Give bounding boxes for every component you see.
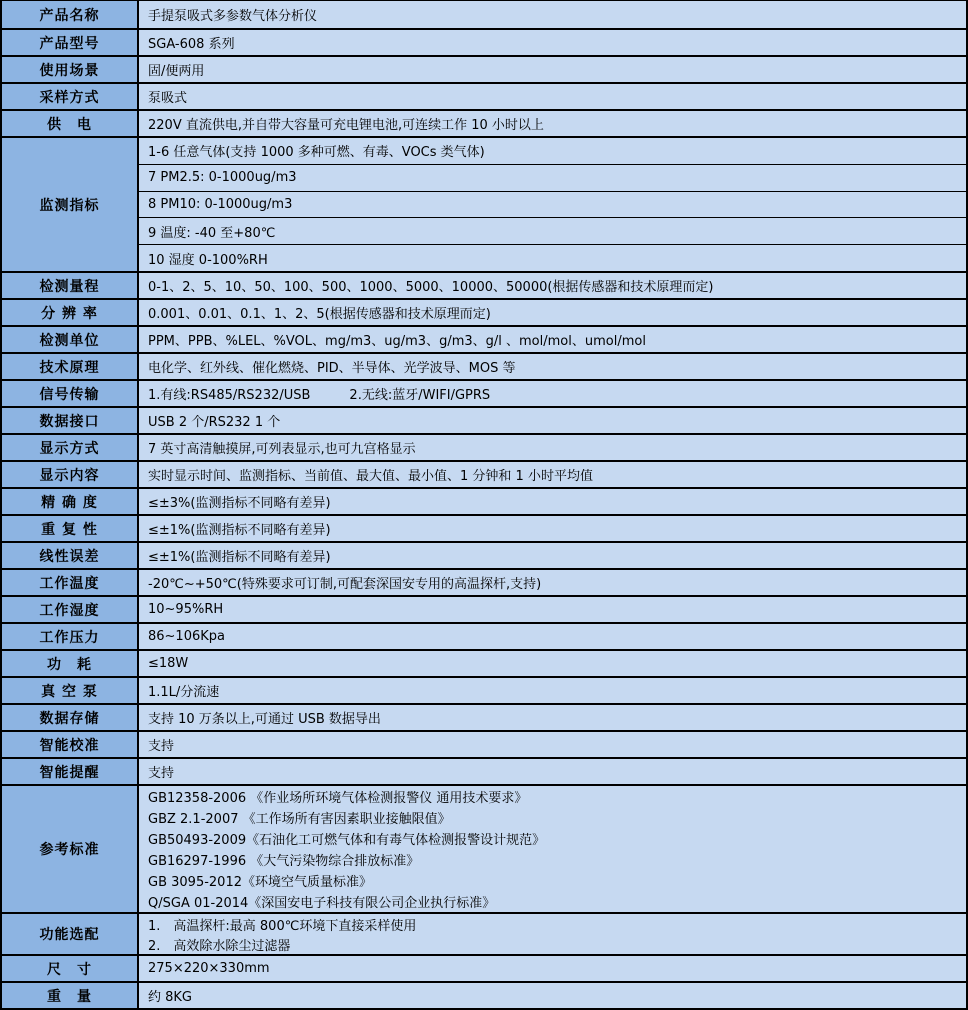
row-value: 泵吸式 <box>139 84 966 109</box>
row-value: -20℃~+50℃(特殊要求可订制,可配套深国安专用的高温探杆,支持) <box>139 570 966 595</box>
row-label: 真 空 泵 <box>2 678 139 703</box>
row-power-supply <box>2 109 966 136</box>
optional-feature-item: 1. 高温探杆:最高 800℃环境下直接采样使用 <box>148 918 417 934</box>
row-value: ≤±3%(监测指标不同略有差异) <box>139 489 966 514</box>
row-resolution <box>2 298 966 325</box>
row-product-model <box>2 28 966 55</box>
row-label: 技术原理 <box>2 354 139 379</box>
row-value: 支持 10 万条以上,可通过 USB 数据导出 <box>139 705 966 730</box>
row-value: 电化学、红外线、催化燃烧、PID、半导体、光学波导、MOS 等 <box>139 354 966 379</box>
monitor-indicator-item: 10 湿度 0-100%RH <box>139 244 966 271</box>
row-value: 固/便两用 <box>139 57 966 82</box>
row-label: 产品名称 <box>2 1 139 28</box>
row-label: 检测单位 <box>2 327 139 352</box>
row-value: 86~106Kpa <box>139 624 966 649</box>
row-label: 功能选配 <box>2 914 139 954</box>
row-label: 信号传输 <box>2 381 139 406</box>
reference-standard-item: GB 3095-2012《环境空气质量标准》 <box>148 875 372 890</box>
row-label: 工作温度 <box>2 570 139 595</box>
row-value: 275×220×330mm <box>139 956 966 981</box>
row-reference-standards <box>2 784 966 912</box>
row-display-mode <box>2 433 966 460</box>
row-label: 功 耗 <box>2 651 139 676</box>
row-smart-reminder <box>2 757 966 784</box>
row-sampling-method <box>2 82 966 109</box>
monitor-indicator-list <box>139 138 966 271</box>
reference-standard-item: GBZ 2.1-2007 《工作场所有害因素职业接触限值》 <box>148 812 451 827</box>
row-working-pressure <box>2 622 966 649</box>
monitor-indicator-item: 7 PM2.5: 0-1000ug/m3 <box>139 164 966 191</box>
row-value: 支持 <box>139 732 966 757</box>
row-value: 1.有线:RS485/RS232/USB 2.无线:蓝牙/WIFI/GPRS <box>139 381 966 406</box>
row-value: 1.1L/分流速 <box>139 678 966 703</box>
row-working-temperature <box>2 568 966 595</box>
row-technical-principle <box>2 352 966 379</box>
row-value: 手提泵吸式多参数气体分析仪 <box>139 1 966 28</box>
row-linearity-error <box>2 541 966 568</box>
row-label: 分 辨 率 <box>2 300 139 325</box>
row-value: ≤±1%(监测指标不同略有差异) <box>139 543 966 568</box>
row-value: 220V 直流供电,并自带大容量可充电锂电池,可连续工作 10 小时以上 <box>139 111 966 136</box>
row-value: SGA-608 系列 <box>139 30 966 55</box>
row-signal-transmission <box>2 379 966 406</box>
row-data-interface <box>2 406 966 433</box>
optional-feature-item: 2. 高效除水除尘过滤器 <box>148 938 291 954</box>
monitor-indicator-item: 1-6 任意气体(支持 1000 多种可燃、有毒、VOCs 类气体) <box>139 138 966 164</box>
row-value: 实时显示时间、监测指标、当前值、最大值、最小值、1 分钟和 1 小时平均值 <box>139 462 966 487</box>
row-monitor-indicators <box>2 136 966 271</box>
row-label: 参考标准 <box>2 786 139 912</box>
optional-feature-list <box>139 914 966 954</box>
reference-standard-item: GB50493-2009《石油化工可燃气体和有毒气体检测报警设计规范》 <box>148 833 546 848</box>
row-value: ≤±1%(监测指标不同略有差异) <box>139 516 966 541</box>
row-label: 采样方式 <box>2 84 139 109</box>
row-label: 数据接口 <box>2 408 139 433</box>
row-label: 产品型号 <box>2 30 139 55</box>
row-value: 支持 <box>139 759 966 784</box>
reference-standard-item: GB12358-2006 《作业场所环境气体检测报警仪 通用技术要求》 <box>148 791 528 806</box>
reference-standard-item: GB16297-1996 《大气污染物综合排放标准》 <box>148 854 420 869</box>
reference-standard-list <box>139 786 966 912</box>
row-power-consumption <box>2 649 966 676</box>
row-label: 显示内容 <box>2 462 139 487</box>
row-label: 智能校准 <box>2 732 139 757</box>
row-value: 0.001、0.01、0.1、1、2、5(根据传感器和技术原理而定) <box>139 300 966 325</box>
row-optional-features <box>2 912 966 954</box>
row-label: 使用场景 <box>2 57 139 82</box>
row-label: 重 量 <box>2 983 139 1008</box>
row-repeatability <box>2 514 966 541</box>
row-label: 尺 寸 <box>2 956 139 981</box>
monitor-indicator-item: 9 温度: -40 至+80℃ <box>139 217 966 244</box>
row-accuracy <box>2 487 966 514</box>
row-detection-unit <box>2 325 966 352</box>
row-product-name <box>2 1 966 28</box>
row-value: PPM、PPB、%LEL、%VOL、mg/m3、ug/m3、g/m3、g/l 、mol/mol、umol/mol <box>139 327 966 352</box>
row-label: 重 复 性 <box>2 516 139 541</box>
row-vacuum-pump <box>2 676 966 703</box>
row-label: 精 确 度 <box>2 489 139 514</box>
row-label: 数据存储 <box>2 705 139 730</box>
row-label: 检测量程 <box>2 273 139 298</box>
reference-standard-item: Q/SGA 01-2014《深国安电子科技有限公司企业执行标准》 <box>148 896 496 911</box>
row-value: USB 2 个/RS232 1 个 <box>139 408 966 433</box>
row-label: 线性误差 <box>2 543 139 568</box>
row-label: 工作压力 <box>2 624 139 649</box>
row-label: 智能提醒 <box>2 759 139 784</box>
row-detection-range <box>2 271 966 298</box>
row-value: 0-1、2、5、10、50、100、500、1000、5000、10000、50000(根据传感器和技术原理而定) <box>139 273 966 298</box>
row-smart-calibration <box>2 730 966 757</box>
row-usage-scene <box>2 55 966 82</box>
row-label: 工作湿度 <box>2 597 139 622</box>
row-dimensions <box>2 954 966 981</box>
monitor-indicator-item: 8 PM10: 0-1000ug/m3 <box>139 191 966 218</box>
row-value: 10~95%RH <box>139 597 966 622</box>
row-working-humidity <box>2 595 966 622</box>
row-value: 7 英寸高清触摸屏,可列表显示,也可九宫格显示 <box>139 435 966 460</box>
row-value: ≤18W <box>139 651 966 676</box>
row-value: 约 8KG <box>139 983 966 1008</box>
row-label: 显示方式 <box>2 435 139 460</box>
row-label: 监测指标 <box>2 138 139 271</box>
row-weight <box>2 981 966 1008</box>
row-label: 供 电 <box>2 111 139 136</box>
row-data-storage <box>2 703 966 730</box>
row-display-content <box>2 460 966 487</box>
